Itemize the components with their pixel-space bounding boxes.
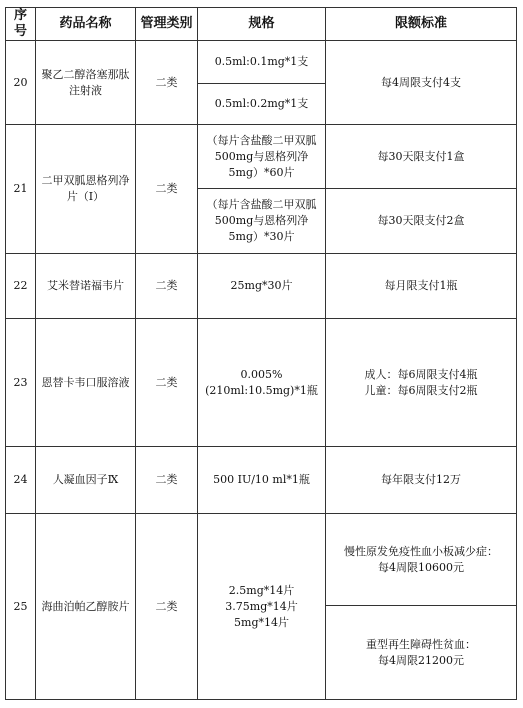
drug-name: 艾米替诺福韦片: [36, 254, 136, 319]
drug-category: 二类: [136, 447, 198, 514]
drug-limit: [326, 319, 517, 447]
spec-line: 2.5mg*14片: [228, 583, 295, 597]
table-row: [6, 319, 517, 447]
drug-name: 二甲双胍恩格列净片（Ⅰ）: [36, 125, 136, 254]
drug-spec: 25mg*30片: [198, 254, 326, 319]
row-no: 20: [6, 41, 36, 125]
header-no: 序号: [6, 8, 36, 41]
drug-spec: 0.5ml:0.2mg*1支: [198, 84, 326, 125]
drug-name: 人凝血因子Ⅸ: [36, 447, 136, 514]
drug-category: 二类: [136, 514, 198, 700]
drug-spec: （每片含盐酸二甲双胍500mg与恩格列净5mg）*60片: [198, 125, 326, 189]
table-row: [6, 514, 517, 606]
drug-limit: 每30天限支付2盒: [326, 189, 517, 254]
spec-line: 3.75mg*14片: [225, 599, 298, 613]
limit-line: 慢性原发免疫性血小板减少症：: [344, 544, 498, 558]
drug-name: 恩替卡韦口服溶液: [36, 319, 136, 447]
row-no: 21: [6, 125, 36, 254]
drug-limit: 每年限支付12万: [326, 447, 517, 514]
table-row: [6, 254, 517, 319]
row-no: 23: [6, 319, 36, 447]
drug-category: 二类: [136, 319, 198, 447]
header-name: 药品名称: [36, 8, 136, 41]
limit-line: 重型再生障碍性贫血：: [366, 637, 476, 651]
header-row: [6, 8, 517, 41]
header-spec: 规格: [198, 8, 326, 41]
drug-name: 聚乙二醇洛塞那肽注射液: [36, 41, 136, 125]
drug-spec: [198, 514, 326, 700]
row-no: 24: [6, 447, 36, 514]
drug-category: 二类: [136, 254, 198, 319]
header-category: 管理类别: [136, 8, 198, 41]
table-row: [6, 41, 517, 84]
drug-category: 二类: [136, 41, 198, 125]
drug-category: 二类: [136, 125, 198, 254]
drug-spec: 500 IU/10 ml*1瓶: [198, 447, 326, 514]
drug-name: 海曲泊帕乙醇胺片: [36, 514, 136, 700]
drug-spec: （每片含盐酸二甲双胍500mg与恩格列净5mg）*30片: [198, 189, 326, 254]
drug-spec: 0.5ml:0.1mg*1支: [198, 41, 326, 84]
row-no: 22: [6, 254, 36, 319]
limit-line: 每4周限10600元: [378, 560, 464, 574]
limit-line: 成人：每6周限支付4瓶: [364, 367, 478, 381]
drug-limit: 每30天限支付1盒: [326, 125, 517, 189]
drug-limit: 每4周限支付4支: [326, 41, 517, 125]
drug-limit-table: [5, 7, 517, 700]
header-limit: 限额标准: [326, 8, 517, 41]
spec-line: 5mg*14片: [234, 615, 289, 629]
limit-line: 每4周限21200元: [378, 653, 464, 667]
table-row: [6, 447, 517, 514]
row-no: 25: [6, 514, 36, 700]
drug-limit: 每月限支付1瓶: [326, 254, 517, 319]
drug-spec: 0.005%(210ml:10.5mg)*1瓶: [198, 319, 326, 447]
limit-line: 儿童：每6周限支付2瓶: [364, 383, 478, 397]
table-row: [6, 125, 517, 189]
drug-limit: [326, 606, 517, 700]
drug-limit: [326, 514, 517, 606]
